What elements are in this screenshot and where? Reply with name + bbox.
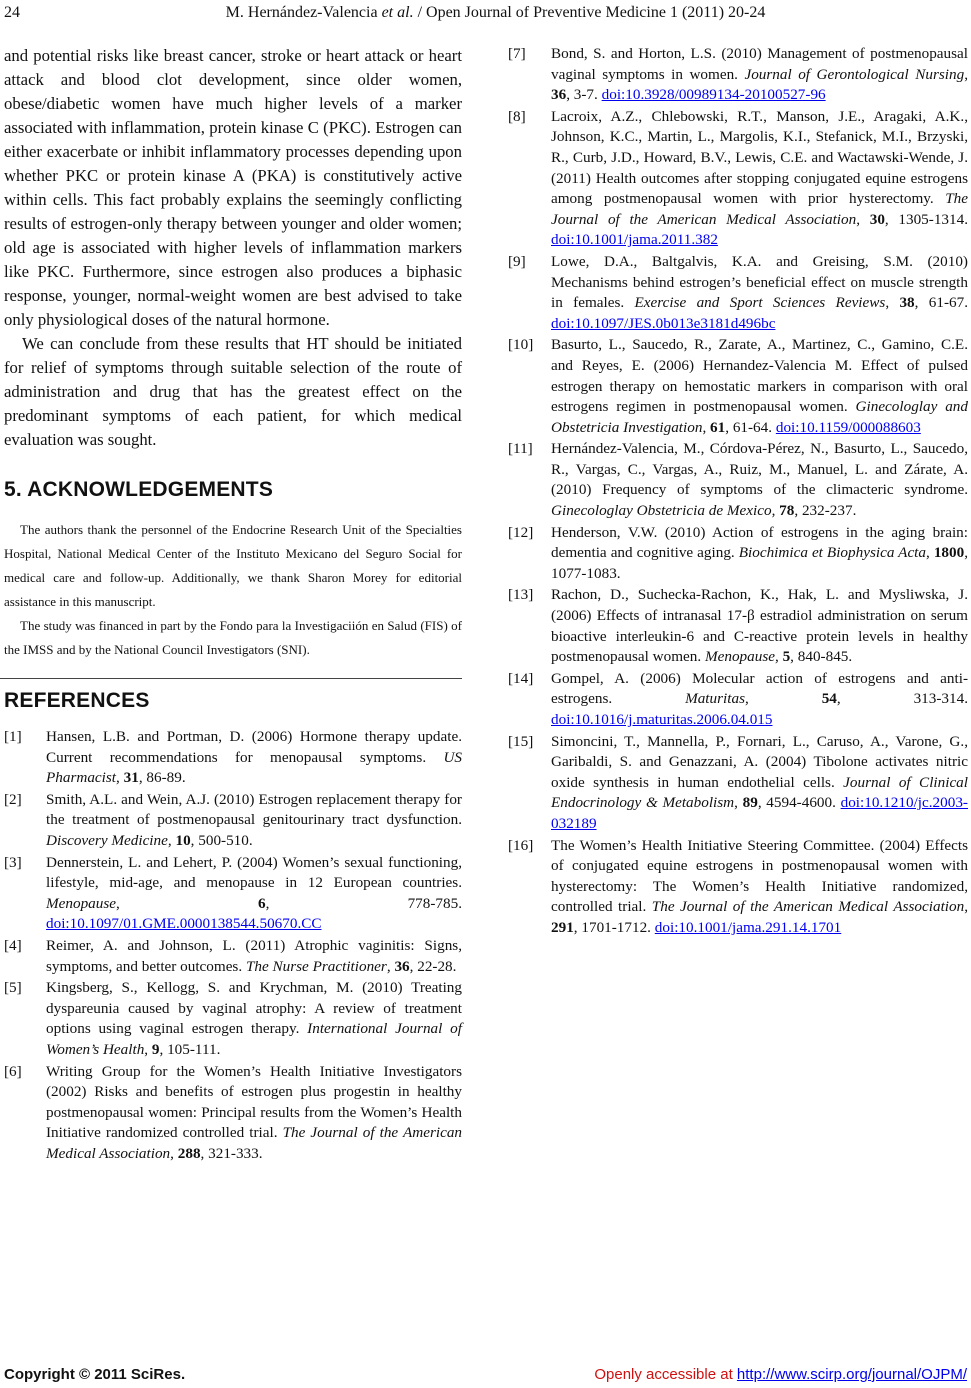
reference-volume: 89 xyxy=(742,794,758,812)
body-paragraph-2: We can conclude from these results that HT should be initiated for relief of symptoms through suitable selection of the route of administration and drug that has the greatest effect on the predominant symptoms of each patient, for which medical evaluation was sought. xyxy=(4,334,462,449)
reference-separator: , xyxy=(744,690,822,708)
reference-text: Lacroix, A.Z., Chlebowski, R.T., Manson, J.E., Aragaki, A.K., Johnson, K.C., Martin, L., Margolis, K.I., Stefanick, M.I., Brzyski, R., Curb, J.D., Howard, B.V., Lewis, C.E. and Wactawski-Wende, J. (2011) Health outcomes after stopping conjugated equine estrogens among postmenopausal women with prior hysterectomy. xyxy=(551,107,968,208)
reference-number: [10] xyxy=(508,336,534,354)
reference-separator: , xyxy=(771,502,780,520)
reference-item xyxy=(508,523,968,585)
reference-item xyxy=(508,585,968,667)
acknowledgements-paragraph-2: The study was financed in part by the Fondo para la Investigaciión en Salud (FIS) of the IMSS and by the National Council Investigators (SNI). xyxy=(4,618,462,657)
reference-item xyxy=(508,107,968,251)
reference-text: Henderson, V.W. (2010) Action of estrogens in the aging brain: dementia and cognitive aging. xyxy=(551,523,968,562)
reference-number: [3] xyxy=(4,853,22,871)
reference-journal: Menopause xyxy=(704,648,775,666)
reference-item xyxy=(508,836,968,939)
reference-pages: , 3-7. xyxy=(566,86,602,104)
reference-doi-link[interactable]: doi:10.1159/000088603 xyxy=(775,418,921,436)
reference-separator: , xyxy=(386,957,395,975)
references-heading: REFERENCES xyxy=(4,689,150,712)
copyright-notice: Copyright © 2011 SciRes. xyxy=(4,1366,186,1383)
reference-number: [15] xyxy=(508,732,534,750)
reference-number: [7] xyxy=(508,45,526,62)
reference-text: Bond, S. and Horton, L.S. (2010) Management of postmenopausal vaginal symptoms in women. xyxy=(551,45,968,83)
reference-number: [2] xyxy=(4,790,22,808)
reference-text: Kingsberg, S., Kellogg, S. and Krychman, M. (2010) Treating dyspareunia caused by vaginal atrophy: A review of treatment options using vaginal estrogen therapy. xyxy=(46,979,462,1038)
reference-separator: , xyxy=(702,418,711,436)
reference-item xyxy=(4,1062,462,1165)
reference-journal: Discovery Medicine xyxy=(46,831,168,849)
reference-volume: 78 xyxy=(779,502,795,520)
reference-journal: Ginecologlay Obstetricia de Mexico xyxy=(551,502,772,520)
reference-pages: , 321-333. xyxy=(200,1144,263,1162)
reference-doi-link[interactable]: doi:10.1001/jama.2011.382 xyxy=(551,231,718,249)
reference-separator: , xyxy=(170,1144,178,1162)
reference-journal: Maturitas xyxy=(685,690,745,708)
reference-separator: , xyxy=(144,1040,152,1058)
reference-journal: The Journal of the American Medical Association xyxy=(46,1124,463,1162)
running-head xyxy=(0,4,971,22)
reference-number: [12] xyxy=(508,523,534,541)
reference-item xyxy=(4,936,462,977)
open-access-text: Openly accessible at xyxy=(594,1366,737,1383)
reference-item xyxy=(4,978,462,1060)
reference-item xyxy=(508,252,968,334)
reference-item xyxy=(4,853,462,935)
reference-number: [5] xyxy=(4,979,22,997)
reference-separator: , xyxy=(964,65,968,83)
reference-pages: , 778-785. xyxy=(265,894,462,912)
reference-text: The Women’s Health Initiative Steering Committee. (2004) Effects of conjugated equine estrogens in postmenopausal women with hysterectomy: The Women’s Health Initiative randomized, controlled trial. xyxy=(551,836,968,916)
reference-separator: , xyxy=(964,898,968,916)
reference-item xyxy=(508,335,968,438)
reference-separator: , xyxy=(116,894,258,912)
reference-journal: US Pharmacist xyxy=(46,748,462,787)
reference-number: [6] xyxy=(4,1062,22,1080)
reference-pages: , 61-64. xyxy=(725,418,776,436)
acknowledgements-paragraph-1: The authors thank the personnel of the Endocrine Research Unit of the Specialties Hospital, National Medical Center of the Instituto Mexicano del Seguro Social for medical care and follow-up. Additionally, we thank Sharon Morey for editorial assistance in this manuscript. xyxy=(4,522,462,609)
reference-pages: , 1305-1314. xyxy=(884,210,969,228)
reference-volume: 288 xyxy=(177,1144,201,1162)
running-head-authors: M. Hernández-Valencia xyxy=(225,4,382,21)
reference-text: Simoncini, T., Mannella, P., Fornari, L., Caruso, A., Varone, G., Garibaldi, S. and Genazzani, A. (2004) Tibolone activates nitric oxide synthesis in human endothelial cells. xyxy=(551,732,968,791)
reference-volume: 31 xyxy=(123,769,139,787)
reference-journal: Exercise and Sport Sciences Reviews xyxy=(634,294,886,312)
reference-journal: Menopause xyxy=(46,894,117,912)
reference-text: Dennerstein, L. and Lehert, P. (2004) Women’s sexual functioning, lifestyle, mid-age, and menopause in 12 European countries. xyxy=(46,853,462,892)
reference-volume: 6 xyxy=(258,894,266,912)
reference-pages: , 22-28. xyxy=(409,957,457,975)
reference-text: Rachon, D., Suchecka-Rachon, K., Hak, L. and Mysliwska, J. (2006) Effects of intranasal 17-β estradiol administration on serum bioactive interleukin-6 and C-reactive protein levels in healthy postmenopausal women. xyxy=(551,586,968,666)
reference-journal: The Journal of the American Medical Association xyxy=(651,898,965,916)
reference-doi-link[interactable]: doi:10.3928/00989134-20100527-96 xyxy=(601,86,826,104)
journal-url-link[interactable]: http://www.scirp.org/journal/OJPM/ xyxy=(736,1366,967,1383)
reference-pages: , 500-510. xyxy=(190,831,253,849)
reference-item xyxy=(508,44,968,106)
reference-journal: International Journal of Women’s Health xyxy=(46,1020,462,1058)
reference-number: [1] xyxy=(4,728,22,745)
reference-volume: 38 xyxy=(899,294,915,312)
reference-volume: 36 xyxy=(551,86,567,104)
acknowledgements-heading: 5. ACKNOWLEDGEMENTS xyxy=(4,478,274,501)
reference-item xyxy=(508,732,968,835)
reference-separator: , xyxy=(774,648,783,666)
reference-text: Hansen, L.B. and Portman, D. (2006) Hormone therapy update. Current recommendations for menopausal symptoms. xyxy=(46,728,462,766)
reference-separator: , xyxy=(167,831,176,849)
reference-doi-link[interactable]: doi:10.1016/j.maturitas.2006.04.015 xyxy=(551,711,773,728)
reference-pages: , 840-845. xyxy=(790,648,853,666)
reference-journal: Journal of Gerontological Nursing xyxy=(744,65,965,83)
body-text xyxy=(4,44,462,452)
reference-text: Reimer, A. and Johnson, L. (2011) Atrophic vaginitis: Signs, symptoms, and better outcomes. xyxy=(46,936,462,975)
body-paragraph-1: and potential risks like breast cancer, stroke or heart attack or heart attack and blood clot development, since older women, obese/diabetic women have much higher levels of a marker associated with inflammation, protein kinase C (PKC). Estrogen can either exacerbate or inhibit inflammatory processes depending upon whether PKC or protein kinase A (PKA) is constitutively active within cells. This fact probably explains the seemingly conflicting results of estrogen-only therapy between younger and older women; old age is associated with higher levels of inflammation markers like PKC. Furthermore, since estrogen also produces a biphasic response, younger, normal-weight women are best advised to take only physiological doses of the natural hormone. xyxy=(4,46,462,329)
reference-pages: , 232-237. xyxy=(794,502,857,520)
reference-text: Gompel, A. (2006) Molecular action of estrogens and anti-estrogens. xyxy=(551,669,968,708)
reference-volume: 54 xyxy=(821,690,837,708)
reference-volume: 5 xyxy=(782,648,791,666)
acknowledgements-text xyxy=(4,518,462,662)
running-head-etal: et al. xyxy=(381,4,414,21)
reference-volume: 30 xyxy=(869,210,885,228)
reference-number: [11] xyxy=(508,440,533,458)
reference-item xyxy=(508,669,968,731)
reference-number: [9] xyxy=(508,252,526,270)
reference-volume: 10 xyxy=(175,831,191,849)
page-header xyxy=(0,2,971,26)
reference-number: [14] xyxy=(508,669,534,687)
reference-separator: , xyxy=(116,769,124,787)
open-access-note xyxy=(594,1366,967,1383)
reference-number: [13] xyxy=(508,586,534,604)
reference-doi-link[interactable]: doi:10.1097/01.GME.0000138544.50670.CC xyxy=(46,915,322,933)
reference-volume: 1800 xyxy=(933,544,965,562)
reference-pages: , 86-89. xyxy=(138,769,186,787)
reference-journal: The Journal of the American Medical Association xyxy=(551,190,968,228)
reference-list-left xyxy=(4,727,462,1164)
reference-pages: , 1077-1083. xyxy=(551,544,968,582)
reference-text: Lowe, D.A., Baltgalvis, K.A. and Greising, S.M. (2010) Mechanisms behind estrogen’s beneficial effect on muscle strength in females. xyxy=(551,252,968,312)
reference-doi-link[interactable]: doi:10.1210/jc.2003-032189 xyxy=(551,794,968,832)
reference-volume: 61 xyxy=(710,418,726,436)
reference-separator: , xyxy=(734,794,743,812)
reference-pages: , 313-314. xyxy=(836,690,968,708)
reference-pages: , 1701-1712. xyxy=(573,918,655,936)
reference-text: Writing Group for the Women’s Health Initiative Investigators (2002) Risks and benefits of estrogen plus progestin in healthy postmenopausal women: Principal results from the Women’s Health Initiative randomized controlled trial. xyxy=(46,1062,462,1142)
reference-item xyxy=(4,790,462,852)
reference-number: [4] xyxy=(4,936,22,954)
reference-pages: , 61-67. xyxy=(914,294,969,312)
section-divider xyxy=(0,678,462,679)
reference-separator: , xyxy=(856,210,870,228)
reference-text: Smith, A.L. and Wein, A.J. (2010) Estrogen replacement therapy for the treatment of postmenopausal genitourinary tract dysfunction. xyxy=(46,790,462,829)
reference-pages: , 105-111. xyxy=(159,1040,221,1058)
reference-item xyxy=(4,727,462,789)
reference-volume: 291 xyxy=(551,918,574,936)
reference-journal: Ginecologlay and Obstetricia Investigation xyxy=(551,398,968,436)
reference-separator: , xyxy=(885,294,900,312)
reference-number: [8] xyxy=(508,107,526,125)
reference-text: Basurto, L., Saucedo, R., Zarate, A., Martinez, C., Gamino, C.E. and Reyes, E. (2006) Hernandez-Valencia M. Effect of pulsed estrogen therapy on hemostatic markers in comparison with oral estrogens regimen in postmenopausal women. xyxy=(551,336,968,416)
reference-volume: 9 xyxy=(151,1040,160,1058)
reference-journal: Journal of Clinical Endocrinology & Metabolism xyxy=(551,773,968,812)
reference-doi-link[interactable]: doi:10.1001/jama.291.14.1701 xyxy=(654,918,842,936)
reference-number: [16] xyxy=(508,836,534,854)
reference-list-right xyxy=(508,44,968,939)
reference-journal: Biochimica et Biophysica Acta xyxy=(738,544,926,562)
reference-item xyxy=(508,439,968,521)
page-number: 24 xyxy=(4,4,20,21)
reference-separator: , xyxy=(926,544,934,562)
running-head-journal: / Open Journal of Preventive Medicine 1 (2011) 20-24 xyxy=(413,4,766,21)
reference-doi-link[interactable]: doi:10.1097/JES.0b013e3181d496bc xyxy=(551,314,776,332)
right-column xyxy=(508,44,968,940)
left-column xyxy=(4,44,462,1165)
reference-journal: The Nurse Practitioner xyxy=(245,957,387,975)
reference-volume: 36 xyxy=(394,957,410,975)
reference-pages: , 4594-4600. xyxy=(757,794,841,812)
reference-text: Hernández-Valencia, M., Córdova-Pérez, N., Basurto, L., Saucedo, R., Vargas, C., Vargas, A., Ruiz, M., Manuel, L. and Zárate, A. (2010) Frequency of symptoms of the climacteric syndrome. xyxy=(551,440,968,499)
